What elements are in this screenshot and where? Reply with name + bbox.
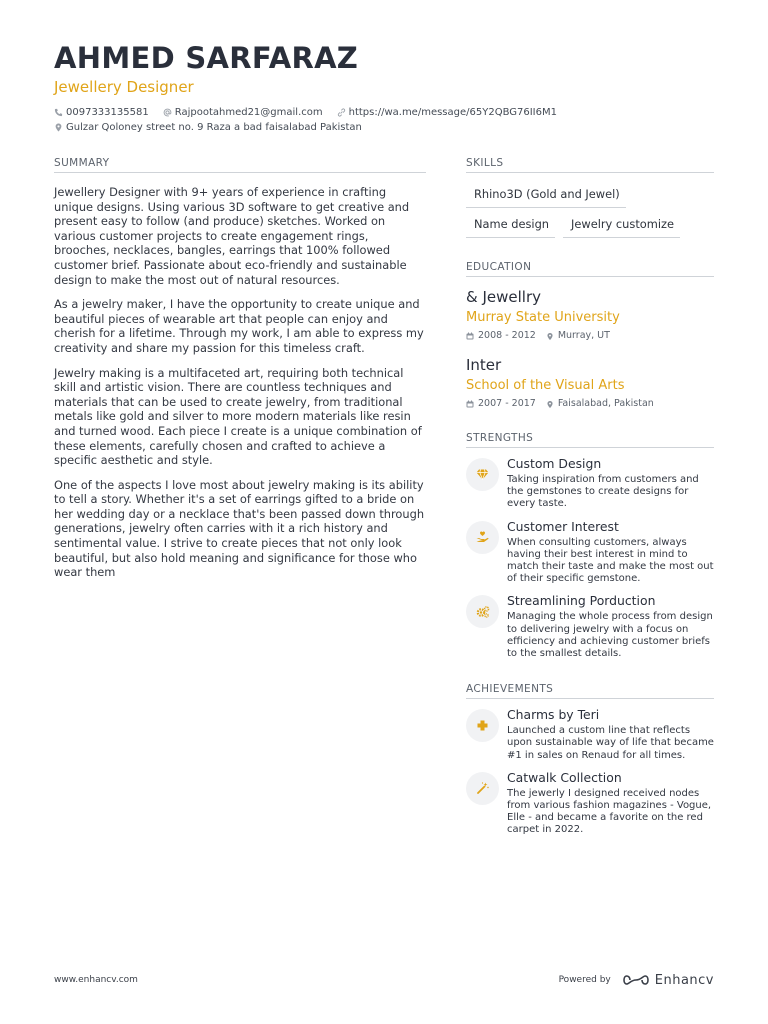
- education-location: [546, 329, 610, 343]
- summary-paragraph: As a jewelry maker, I have the opportunity to create unique and beautiful pieces of wearable art that people can enjoy and cherish for a lifetime. Through my work, I am able to express my creativity and share my passion for this timeless craft.: [54, 297, 424, 355]
- education-dates-text: 2008 - 2012: [478, 330, 536, 341]
- summary-paragraph: One of the aspects I love most about jewelry making is its ability to tell a story. Whether it's a set of earrings gifted to a bride on her wedding day or a necklace that's been passed down through generations, jewelry often carries with it a rich history and sentimental value. I strive to create pieces that not only look beautiful, but also hold meaning and significance for those who wear them: [54, 477, 425, 580]
- enhancv-logo[interactable]: [623, 973, 714, 988]
- strength-item: [466, 595, 714, 660]
- achievement-desc: The jewerly I designed received nodes from various fashion magazines - Vogue, Elle - and became a favorite on the red carpet in 2022.: [507, 787, 712, 836]
- brand-name: Enhancv: [654, 972, 714, 988]
- education-dates: [466, 329, 536, 343]
- skill-tag: Name design: [466, 217, 555, 238]
- strength-item: [466, 518, 714, 586]
- plus-icon: [466, 709, 499, 742]
- education-entry: [466, 355, 714, 411]
- contact-link[interactable]: [337, 105, 557, 120]
- contact-phone[interactable]: [54, 105, 149, 120]
- strength-desc: When consulting customers, always having their best interest in mind to match their taste and make the most out of their specific gemstone.: [507, 536, 714, 585]
- education-meta: [466, 397, 714, 411]
- education-school: School of the Visual Arts: [466, 378, 625, 393]
- candidate-name: AHMED SARFARAZ: [54, 41, 359, 75]
- footer-website[interactable]: www.enhancv.com: [54, 975, 138, 985]
- location-pin-icon: [54, 123, 63, 132]
- left-column: [54, 156, 426, 580]
- contact-email[interactable]: [163, 105, 323, 120]
- summary-paragraph: Jewellery Designer with 9+ years of experience in crafting unique designs. Using various 3D software to get creative and present easy to follow (and produce) sketches. Worked on various customer projects to create engagement rings, brooches, necklaces, bangles, earrings that 100% followed customer brief. Passionate about eco-friendly and sustainable design to make the most out of natural resources.: [54, 185, 410, 287]
- at-icon: [163, 108, 172, 117]
- education-location-text: Faisalabad, Pakistan: [557, 398, 654, 409]
- summary-heading: SUMMARY: [54, 156, 426, 173]
- education-degree: Inter: [466, 356, 502, 374]
- link-icon: [337, 108, 346, 117]
- strength-title: Customer Interest: [507, 518, 619, 534]
- contact-info: [54, 105, 714, 135]
- right-column: [466, 156, 714, 837]
- skills-heading: SKILLS: [466, 156, 714, 173]
- phone-text: 0097333135581: [66, 107, 149, 118]
- diamond-icon: [466, 458, 499, 491]
- skill-tag: Jewelry customize: [563, 217, 680, 238]
- strength-title: Custom Design: [507, 456, 602, 471]
- infinity-logo-icon: [623, 974, 649, 986]
- email-text: Rajpootahmed21@gmail.com: [174, 107, 323, 118]
- powered-by: [559, 973, 714, 988]
- skills-list: [466, 187, 714, 238]
- candidate-role: Jewellery Designer: [54, 78, 194, 96]
- skill-tag: Rhino3D (Gold and Jewel): [466, 187, 626, 208]
- strength-title: Streamlining Porduction: [507, 593, 656, 609]
- location-pin-icon: [546, 400, 554, 409]
- contact-address: [54, 120, 362, 135]
- location-pin-icon: [546, 332, 554, 341]
- strength-desc: Managing the whole process from design to delivering jewelry with a focus on efficiency and achieving customer briefs to the smallest details.: [507, 611, 713, 660]
- magic-wand-icon: [466, 772, 499, 805]
- achievement-item: [466, 769, 714, 837]
- strength-desc: Taking inspiration from customers and the gemstones to create designs for every taste.: [507, 474, 699, 510]
- education-meta: [466, 329, 714, 343]
- address-text: Gulzar Qoloney street no. 9 Raza a bad faisalabad Pakistan: [66, 122, 362, 133]
- achievement-desc: Launched a custom line that reflects upon sustainable way of life that became #1 in sales on Renaud for all times.: [507, 725, 714, 761]
- calendar-icon: [466, 400, 474, 408]
- phone-icon: [54, 108, 63, 117]
- education-location-text: Murray, UT: [557, 330, 610, 341]
- hand-heart-icon: [466, 521, 499, 554]
- education-dates: [466, 397, 536, 411]
- page-footer: [54, 972, 714, 988]
- education-school: Murray State University: [466, 310, 620, 325]
- strength-item: [466, 458, 714, 511]
- achievements-heading: ACHIEVEMENTS: [466, 682, 714, 699]
- powered-by-label: Powered by: [558, 975, 611, 985]
- education-location: [546, 397, 654, 411]
- summary-paragraph: Jewelry making is a multifaceted art, requiring both technical skill and artistic vision. There are countless techniques and materials that can be used to create jewelry, from traditional metals like gold and silver to more modern materials like resin and turned wood. Each piece I create is a unique combination of these elements, carefully chosen and crafted to achieve a specific aesthetic and style.: [54, 365, 422, 468]
- achievement-title: Catwalk Collection: [507, 769, 622, 785]
- education-degree: & Jewellry: [466, 288, 541, 306]
- education-dates-text: 2007 - 2017: [478, 398, 536, 409]
- resume-header: [54, 40, 714, 135]
- achievement-title: Charms by Teri: [507, 707, 600, 723]
- education-entry: [466, 287, 714, 343]
- link-text: https://wa.me/message/65Y2QBG76II6M1: [348, 107, 557, 118]
- strengths-heading: STRENGTHS: [466, 431, 714, 448]
- education-heading: EDUCATION: [466, 260, 714, 277]
- gears-icon: [466, 595, 499, 628]
- calendar-icon: [466, 332, 474, 340]
- achievement-item: [466, 709, 714, 762]
